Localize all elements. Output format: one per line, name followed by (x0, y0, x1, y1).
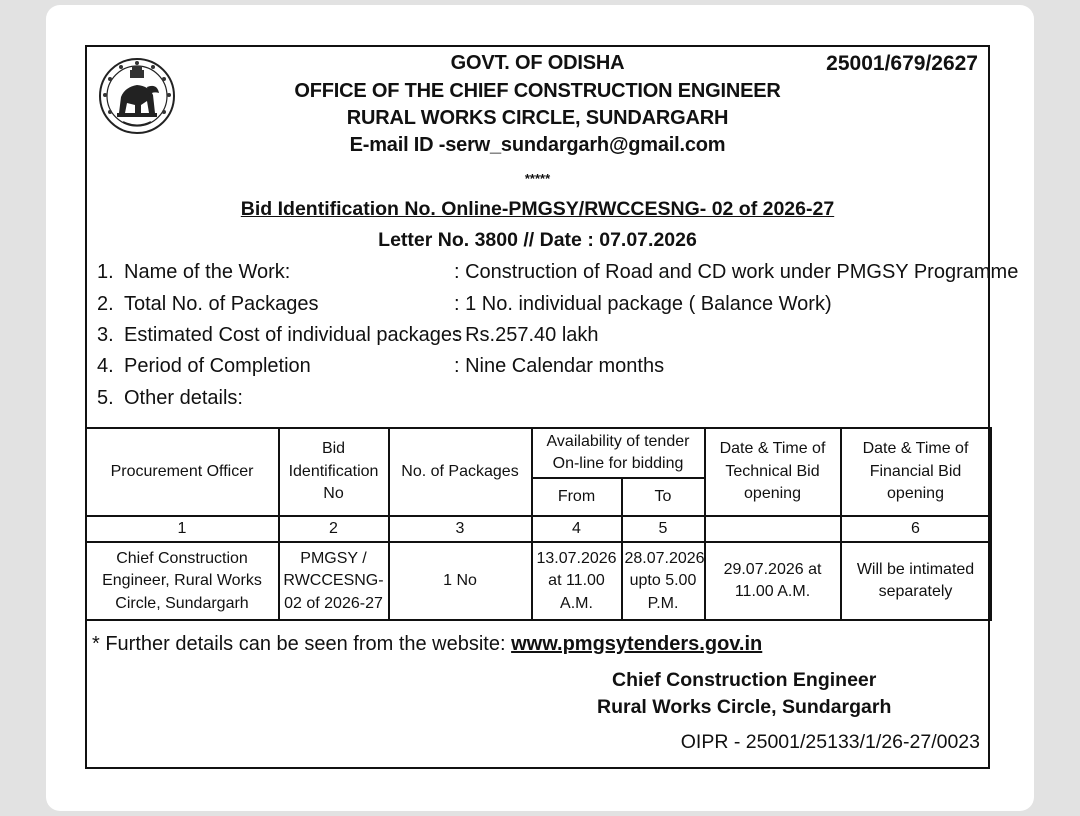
header-to: To (622, 478, 705, 516)
header-from: From (532, 478, 622, 516)
signature-office: Rural Works Circle, Sundargarh (597, 696, 892, 718)
header-no-of-packages: No. of Packages (389, 428, 532, 516)
header-procurement-officer: Procurement Officer (86, 428, 279, 516)
detail-row-3: 3. Estimated Cost of individual packages : Rs.257.40 lakh (97, 324, 599, 346)
cell-from: 13.07.2026 at 11.00 A.M. (532, 542, 622, 620)
detail-row-2: 2. Total No. of Packages : 1 No. individual package ( Balance Work) (97, 293, 832, 315)
signature-title: Chief Construction Engineer (612, 669, 877, 691)
circle-title: RURAL WORKS CIRCLE, SUNDARGARH (346, 107, 729, 129)
cell-bid-id: PMGSY / RWCCESNG- 02 of 2026-27 (279, 542, 389, 620)
cell-financial: Will be intimated separately (841, 542, 991, 620)
oipr-number: OIPR - 25001/25133/1/26-27/0023 (680, 731, 980, 753)
column-number: 4 (532, 516, 622, 542)
website-link[interactable]: www.pmgsytenders.gov.in (511, 633, 763, 655)
detail-row-4: 4. Period of Completion : Nine Calendar months (97, 355, 665, 377)
column-number: 6 (841, 516, 991, 542)
cell-to: 28.07.2026 upto 5.00 P.M. (622, 542, 705, 620)
cell-technical: 29.07.2026 at 11.00 A.M. (705, 542, 841, 620)
letter-number-date: Letter No. 3800 // Date : 07.07.2026 (378, 229, 697, 251)
column-number (705, 516, 841, 542)
column-number: 1 (86, 516, 279, 542)
separator-stars: ***** (524, 171, 551, 186)
detail-row-5: 5. Other details: (97, 387, 243, 409)
reference-number: 25001/679/2627 (826, 52, 978, 75)
header-technical-bid-opening: Date & Time of Technical Bid opening (705, 428, 841, 516)
further-details: * Further details can be seen from the website: www.pmgsytenders.gov.in (92, 633, 763, 655)
header-financial-bid-opening: Date & Time of Financial Bid opening (841, 428, 991, 516)
cell-officer: Chief Construction Engineer, Rural Works Circle, Sundargarh (86, 542, 279, 620)
email-line: E-mail ID -serw_sundargarh@gmail.com (349, 134, 726, 156)
column-number: 5 (622, 516, 705, 542)
cell-packages: 1 No (389, 542, 532, 620)
column-number: 3 (389, 516, 532, 542)
header-bid-identification: Bid Identification No (279, 428, 389, 516)
detail-row-1: 1. Name of the Work: : Construction of Road and CD work under PMGSY Programme (97, 261, 1019, 283)
bid-identification: Bid Identification No. Online-PMGSY/RWCCESNG- 02 of 2026-27 (240, 198, 835, 220)
column-number: 2 (279, 516, 389, 542)
tender-schedule-table (85, 427, 992, 621)
tender-notice (85, 45, 1019, 769)
office-title: OFFICE OF THE CHIEF CONSTRUCTION ENGINEER (294, 80, 781, 102)
govt-title: GOVT. OF ODISHA (450, 52, 625, 74)
header-availability: Availability of tender On-line for bidding (532, 428, 705, 478)
